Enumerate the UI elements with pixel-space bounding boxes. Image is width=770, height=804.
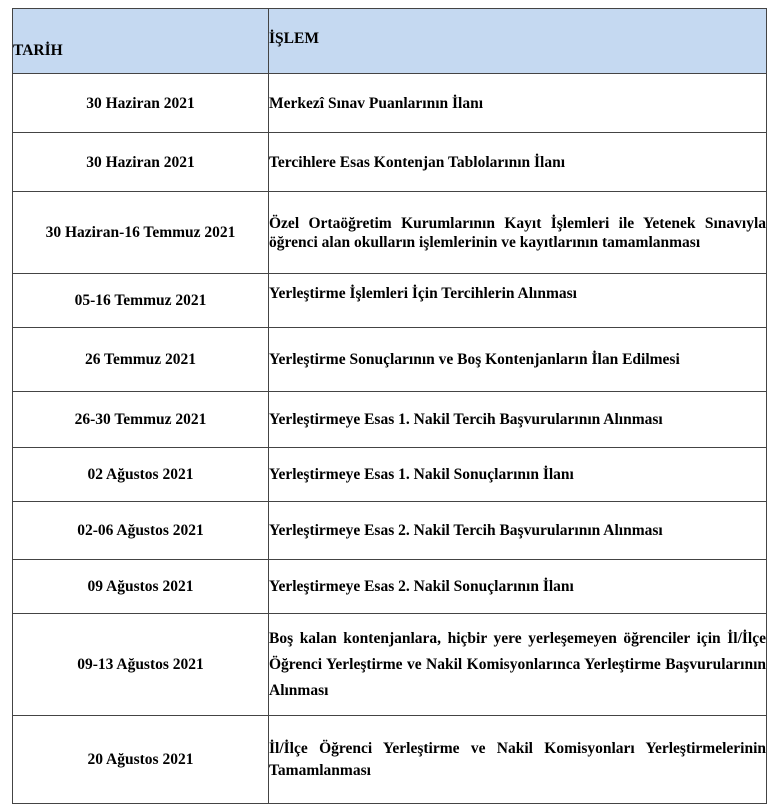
table-row (13, 448, 767, 502)
operation-cell: İl/İlçe Öğrenci Yerleştirme ve Nakil Komisyonları Yerleştirmelerinin Tamamlanması (269, 716, 767, 804)
table-row (13, 560, 767, 614)
operation-cell: Yerleştirmeye Esas 2. Nakil Tercih Başvurularının Alınması (269, 502, 767, 560)
date-cell: 30 Haziran 2021 (13, 74, 269, 133)
date-cell: 26 Temmuz 2021 (13, 328, 269, 392)
operation-cell: Yerleştirme Sonuçlarının ve Boş Kontenjanların İlan Edilmesi (269, 328, 767, 392)
table-row (13, 392, 767, 448)
date-cell: 20 Ağustos 2021 (13, 716, 269, 804)
date-column-header: TARİH (13, 9, 269, 74)
header-row (13, 9, 767, 74)
operation-column-header: İŞLEM (269, 9, 767, 74)
operation-cell: Özel Ortaöğretim Kurumlarının Kayıt İşlemleri ile Yetenek Sınavıyla öğrenci alan okulların işlemlerinin ve kayıtlarının tamamlanması (269, 192, 767, 274)
date-cell: 09 Ağustos 2021 (13, 560, 269, 614)
date-cell: 02 Ağustos 2021 (13, 448, 269, 502)
date-cell: 05-16 Temmuz 2021 (13, 274, 269, 328)
operation-cell: Yerleştirme İşlemleri İçin Tercihlerin Alınması (269, 274, 767, 328)
table-row (13, 274, 767, 328)
operation-cell: Merkezî Sınav Puanlarının İlanı (269, 74, 767, 133)
table-row (13, 192, 767, 274)
date-cell: 02-06 Ağustos 2021 (13, 502, 269, 560)
table-row (13, 133, 767, 192)
table-row (13, 502, 767, 560)
operation-cell: Yerleştirmeye Esas 1. Nakil Sonuçlarının İlanı (269, 448, 767, 502)
date-cell: 30 Haziran-16 Temmuz 2021 (13, 192, 269, 274)
operation-cell: Tercihlere Esas Kontenjan Tablolarının İlanı (269, 133, 767, 192)
date-cell: 09-13 Ağustos 2021 (13, 614, 269, 716)
operation-cell: Yerleştirmeye Esas 1. Nakil Tercih Başvurularının Alınması (269, 392, 767, 448)
table-row (13, 328, 767, 392)
operation-cell: Boş kalan kontenjanlara, hiçbir yere yerleşemeyen öğrenciler için İl/İlçe Öğrenci Yerleştirme ve Nakil Komisyonlarınca Yerleştirme Başvurularının Alınması (269, 614, 767, 716)
operation-cell: Yerleştirmeye Esas 2. Nakil Sonuçlarının İlanı (269, 560, 767, 614)
date-cell: 26-30 Temmuz 2021 (13, 392, 269, 448)
schedule-table (12, 8, 767, 804)
date-cell: 30 Haziran 2021 (13, 133, 269, 192)
table-row (13, 716, 767, 804)
table-row (13, 74, 767, 133)
table-row (13, 614, 767, 716)
